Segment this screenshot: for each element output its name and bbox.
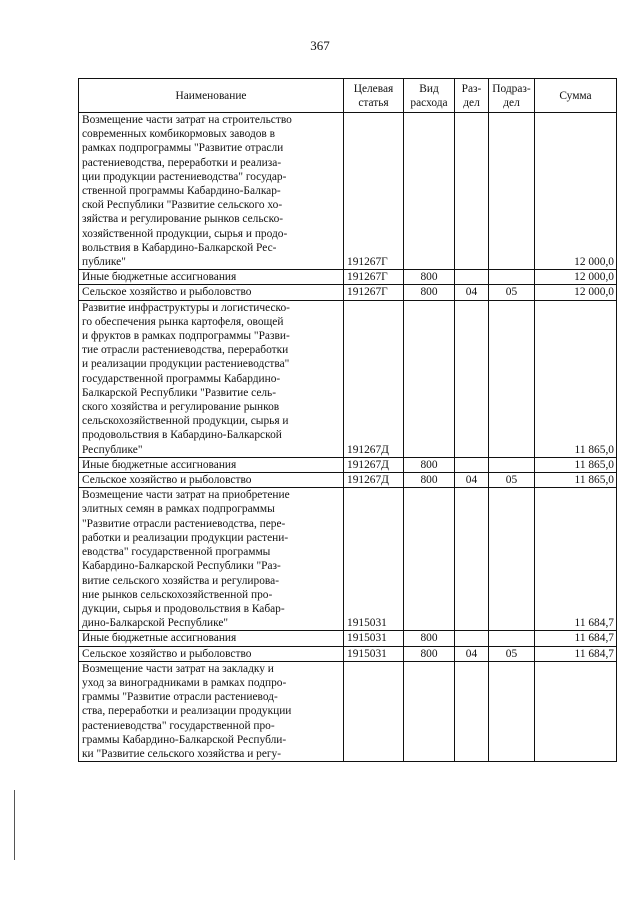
- row-name: [79, 488, 344, 631]
- row-target: 1915031: [344, 646, 404, 661]
- row-sum: [535, 661, 617, 761]
- row-name: [79, 646, 344, 661]
- row-name-line: дино-Балкарской Республике": [82, 617, 229, 630]
- row-name-line: работки и реализации продукции растени-: [82, 531, 289, 544]
- row-name-line: го обеспечения рынка картофеля, овощей: [82, 315, 284, 328]
- row-subsection: 05: [489, 285, 535, 300]
- row-name-line: Кабардино-Балкарской Республики "Раз-: [82, 560, 281, 573]
- row-name-line: Сельское хозяйство и рыболовство: [82, 647, 252, 660]
- row-name-line: и фруктов в рамках подпрограммы "Разви-: [82, 330, 290, 343]
- row-subsection: [489, 113, 535, 270]
- row-name-line: тие отрасли растениеводства, переработки: [82, 344, 289, 357]
- row-sum: 12 000,0: [535, 285, 617, 300]
- row-section: [455, 270, 489, 285]
- header-name: Наименование: [79, 79, 344, 113]
- row-sum: 11 684,7: [535, 631, 617, 646]
- row-section: [455, 661, 489, 761]
- header-target-line2: статья: [358, 96, 389, 109]
- header-sum: Сумма: [535, 79, 617, 113]
- row-name-line: Республике": [82, 443, 143, 456]
- table-body: [79, 113, 617, 762]
- row-name-line: публике": [82, 256, 126, 269]
- row-name-line: ской Республики "Развитие сельского хо-: [82, 199, 283, 212]
- row-target: 191267Г: [344, 285, 404, 300]
- row-target: 191267Д: [344, 300, 404, 457]
- row-target: 1915031: [344, 488, 404, 631]
- row-name-line: современных комбикормовых заводов в: [82, 128, 276, 141]
- row-sum: 12 000,0: [535, 113, 617, 270]
- header-target-line1: Целевая: [353, 82, 394, 95]
- row-expense-type: [404, 661, 455, 761]
- table-row: [79, 113, 617, 270]
- header-section-line2: дел: [463, 96, 480, 109]
- margin-mark: [14, 790, 15, 860]
- row-subsection: [489, 631, 535, 646]
- header-subsection-line1: Подраз-: [492, 82, 531, 95]
- row-name-line: элитных семян в рамках подпрограммы: [82, 503, 275, 516]
- row-sum: 11 865,0: [535, 457, 617, 472]
- table-row: [79, 270, 617, 285]
- header-section-line1: Раз-: [461, 82, 482, 95]
- row-subsection: [489, 300, 535, 457]
- row-expense-type: 800: [404, 646, 455, 661]
- row-target: 191267Д: [344, 473, 404, 488]
- row-expense-type: 800: [404, 457, 455, 472]
- row-sum: 11 684,7: [535, 488, 617, 631]
- row-name-line: Сельское хозяйство и рыболовство: [82, 286, 252, 299]
- header-subsection: [489, 79, 535, 113]
- row-name: [79, 661, 344, 761]
- row-name-line: граммы Кабардино-Балкарской Республи-: [82, 733, 287, 746]
- table-row: [79, 631, 617, 646]
- row-name-line: витие сельского хозяйства и регулирова-: [82, 574, 279, 587]
- row-name-line: ции продукции растениеводства" государ-: [82, 170, 287, 183]
- row-name-line: еводства" государственной программы: [82, 546, 271, 559]
- row-subsection: 05: [489, 473, 535, 488]
- row-name: [79, 285, 344, 300]
- row-name-line: Возмещение части затрат на закладку и: [82, 662, 274, 675]
- row-name: [79, 457, 344, 472]
- row-name-line: продовольствия в Кабардино-Балкарской: [82, 429, 282, 442]
- header-section: [455, 79, 489, 113]
- row-name-line: Возмещение части затрат на приобретение: [82, 489, 290, 502]
- header-type: [404, 79, 455, 113]
- row-expense-type: [404, 113, 455, 270]
- table-row: [79, 285, 617, 300]
- row-expense-type: 800: [404, 631, 455, 646]
- row-expense-type: 800: [404, 285, 455, 300]
- row-name-line: вольствия в Кабардино-Балкарской Рес-: [82, 241, 277, 254]
- row-name: [79, 300, 344, 457]
- row-name: [79, 270, 344, 285]
- table-row: [79, 300, 617, 457]
- table-row: [79, 661, 617, 761]
- row-name-line: граммы "Развитие отрасли растениевод-: [82, 691, 278, 704]
- row-sum: 11 865,0: [535, 300, 617, 457]
- row-section: [455, 300, 489, 457]
- row-subsection: [489, 270, 535, 285]
- row-section: 04: [455, 646, 489, 661]
- row-name-line: растениеводства" государственной про-: [82, 719, 275, 732]
- row-name-line: ства, переработки и реализации продукции: [82, 705, 292, 718]
- row-expense-type: 800: [404, 473, 455, 488]
- row-name-line: Балкарской Республики "Развитие сель-: [82, 386, 277, 399]
- row-name-line: ние рынков сельскохозяйственной про-: [82, 588, 273, 601]
- row-name-line: Иные бюджетные ассигнования: [82, 271, 237, 284]
- row-section: [455, 488, 489, 631]
- row-sum: 11 684,7: [535, 646, 617, 661]
- table-row: [79, 473, 617, 488]
- row-name-line: "Развитие отрасли растениеводства, пере-: [82, 517, 286, 530]
- budget-table: [78, 78, 617, 762]
- row-target: 1915031: [344, 631, 404, 646]
- row-section: [455, 457, 489, 472]
- row-section: [455, 113, 489, 270]
- table-header-row: [79, 79, 617, 113]
- row-subsection: [489, 457, 535, 472]
- row-name-line: Развитие инфраструктуры и логистическо-: [82, 301, 290, 314]
- row-expense-type: [404, 488, 455, 631]
- row-name-line: растениеводства, переработки и реализа-: [82, 156, 282, 169]
- row-name-line: уход за виноградниками в рамках подпро-: [82, 676, 287, 689]
- row-name-line: Иные бюджетные ассигнования: [82, 632, 237, 645]
- row-subsection: [489, 661, 535, 761]
- row-name-line: государственной программы Кабардино-: [82, 372, 281, 385]
- row-section: 04: [455, 285, 489, 300]
- row-expense-type: [404, 300, 455, 457]
- table-row: [79, 488, 617, 631]
- row-subsection: 05: [489, 646, 535, 661]
- page-number: 367: [310, 38, 330, 53]
- header-type-line1: Вид: [419, 82, 439, 95]
- row-name-line: дукции, сырья и продовольствия в Кабар-: [82, 602, 285, 615]
- header-type-line2: расхода: [410, 96, 448, 109]
- row-name-line: Сельское хозяйство и рыболовство: [82, 474, 252, 487]
- row-name-line: хозяйственной продукции, сырья и продо-: [82, 227, 288, 240]
- row-section: [455, 631, 489, 646]
- header-subsection-line2: дел: [503, 96, 520, 109]
- row-subsection: [489, 488, 535, 631]
- row-target: [344, 661, 404, 761]
- row-name: [79, 113, 344, 270]
- row-name-line: Возмещение части затрат на строительство: [82, 114, 292, 126]
- row-section: 04: [455, 473, 489, 488]
- row-name: [79, 631, 344, 646]
- row-name-line: сельскохозяйственной продукции, сырья и: [82, 415, 289, 428]
- row-name: [79, 473, 344, 488]
- row-sum: 11 865,0: [535, 473, 617, 488]
- row-target: 191267Г: [344, 113, 404, 270]
- row-name-line: зяйства и регулирование рынков сельско-: [82, 213, 284, 226]
- row-name-line: Иные бюджетные ассигнования: [82, 458, 237, 471]
- row-target: 191267Д: [344, 457, 404, 472]
- row-name-line: ственной программы Кабардино-Балкар-: [82, 185, 281, 198]
- row-name-line: ского хозяйства и регулирование рынков: [82, 401, 280, 414]
- row-target: 191267Г: [344, 270, 404, 285]
- row-name-line: и реализации продукции растениеводства": [82, 358, 290, 371]
- header-target: [344, 79, 404, 113]
- table-row: [79, 646, 617, 661]
- table-row: [79, 457, 617, 472]
- row-sum: 12 000,0: [535, 270, 617, 285]
- row-expense-type: 800: [404, 270, 455, 285]
- row-name-line: рамках подпрограммы "Развитие отрасли: [82, 142, 284, 155]
- row-name-line: ки "Развитие сельского хозяйства и регу-: [82, 747, 282, 760]
